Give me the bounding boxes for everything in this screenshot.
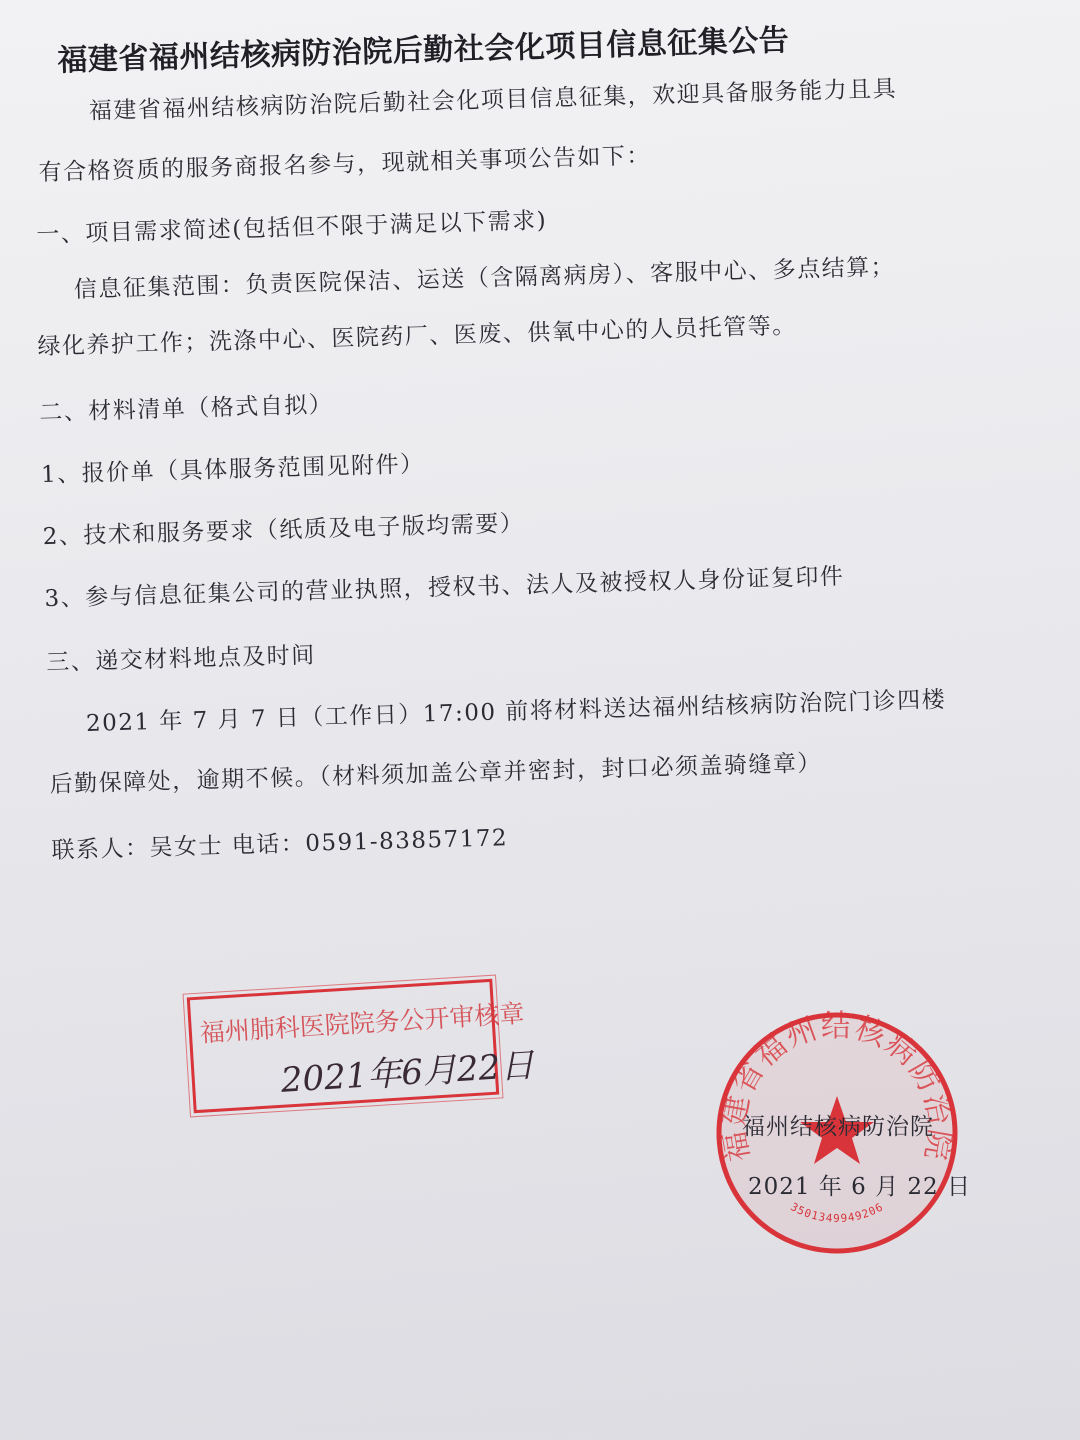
approval-stamp: [187, 979, 536, 1113]
material-item-1: 1、报价单（具体服务范围见附件）: [40, 451, 425, 489]
section-1-heading: 一、项目需求简述(包括但不限于满足以下需求): [36, 207, 548, 249]
contact-line: 联系人：吴女士 电话：0591-83857172: [51, 825, 509, 864]
intro-line-2: 有合格资质的服务商报名参与，现就相关事项公告如下：: [38, 142, 652, 187]
section-3-heading: 三、递交材料地点及时间: [45, 642, 317, 677]
signature-org: 福州结核病防治院: [742, 1114, 934, 1140]
section-1-line-1: 信息征集范围：负责医院保洁、运送（含隔离病房）、客服中心、多点结算；: [73, 254, 896, 304]
section-3-line-1: 2021 年 7 月 7 日（工作日）17:00 前将材料送达福州结核病防治院门诊四楼: [85, 686, 947, 737]
seal-code: 3501349949206: [788, 1200, 886, 1226]
section-3-line-2: 后勤保障处，逾期不候。（材料须加盖公章并密封，封口必须盖骑缝章）: [49, 750, 823, 798]
approval-stamp-text: 福州肺科医院院务公开审核章: [199, 998, 526, 1048]
handwritten-date: 2021年6月22日: [279, 1045, 536, 1101]
material-item-3: 3、参与信息征集公司的营业执照，授权书、法人及被授权人身份证复印件: [44, 563, 845, 613]
seal-ring-text: 福建省福州结核病防治院: [717, 1009, 957, 1165]
material-item-2: 2、技术和服务要求（纸质及电子版均需要）: [42, 510, 525, 551]
page-title: 福建省福州结核病防治院后勤社会化项目信息征集公告: [57, 23, 790, 79]
signature-date: 2021 年 6 月 22 日: [748, 1174, 971, 1200]
intro-line-1: 福建省福州结核病防治院后勤社会化项目信息征集，欢迎具备服务能力且具: [88, 76, 898, 125]
section-1-line-2: 绿化养护工作；洗涤中心、医院药厂、医废、供氧中心的人员托管等。: [37, 312, 798, 361]
section-2-heading: 二、材料清单（格式自拟）: [38, 391, 334, 427]
